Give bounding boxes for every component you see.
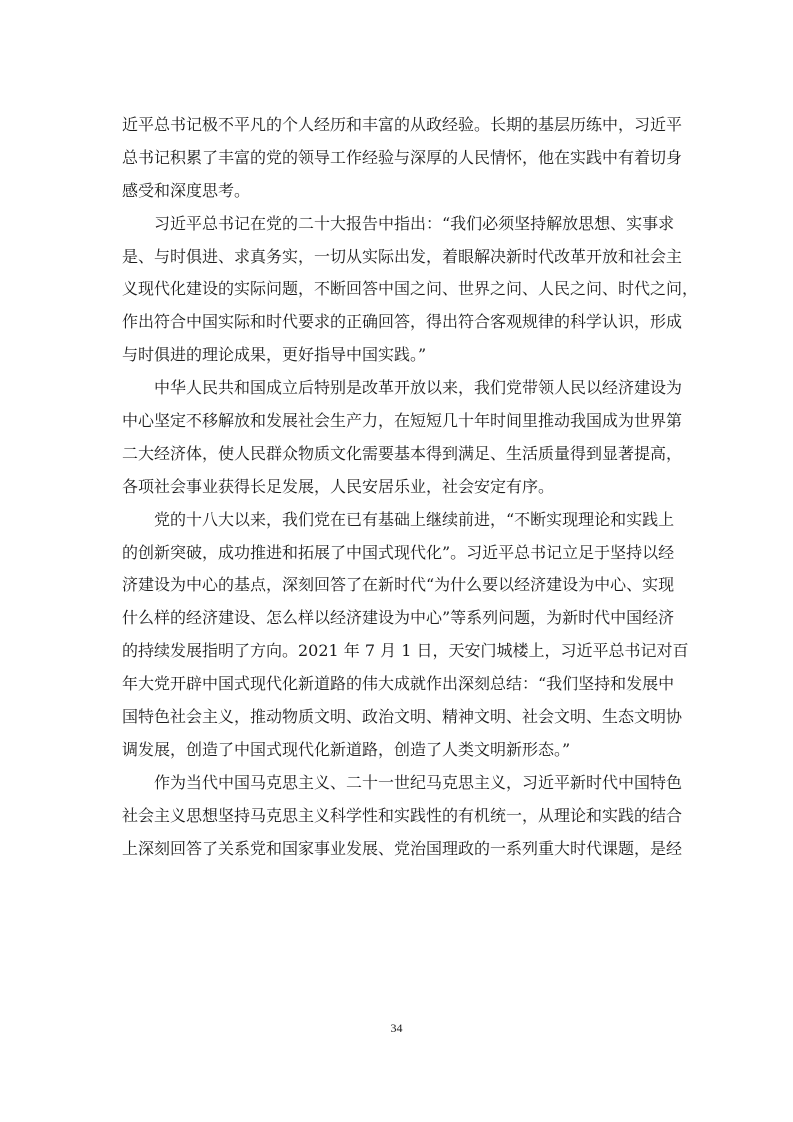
text-line: 习近平总书记在党的二十大报告中指出：“我们必须坚持解放思想、实事求 [154,213,675,233]
body-text [122,109,699,865]
text-line: 是、与时俱进、求真务实，一切从实际出发，着眼解决新时代改革开放和社会主 [122,246,683,266]
text-line: 社会主义思想坚持马克思主义科学性和实践性的有机统一，从理论和实践的结合 [122,805,683,825]
text-line: 中华人民共和国成立后特别是改革开放以来，我们党带领人民以经济建设为 [154,378,683,398]
text-line: 总书记积累了丰富的党的领导工作经验与深厚的人民情怀，他在实践中有着切身 [122,147,683,167]
text-line: 党的十八大以来，我们党在已有基础上继续前进，“不断实现理论和实践上 [154,509,675,529]
text-line: 年大党开辟中国式现代化新道路的伟大成就作出深刻总结：“我们坚持和发展中 [122,674,675,694]
text-line: 各项社会事业获得长足发展，人民安居乐业，社会安定有序。 [122,476,555,496]
text-line: 济建设为中心的基点，深刻回答了在新时代“为什么要以经济建设为中心、实现 [122,575,675,595]
text-line: 中心坚定不移解放和发展社会生产力，在短短几十年时间里推动我国成为世界第 [122,411,683,431]
text-line: 近平总书记极不平凡的个人经历和丰富的从政经验。长期的基层历练中，习近平 [122,115,683,134]
text-line: 什么样的经济建设、怎么样以经济建设为中心”等系列问题，为新时代中国经济 [122,608,675,628]
text-line: 的创新突破，成功推进和拓展了中国式现代化”。习近平总书记立足于坚持以经 [122,542,675,562]
text-line: 与时俱进的理论成果，更好指导中国实践。” [122,345,427,365]
text-line: 作为当代中国马克思主义、二十一世纪马克思主义，习近平新时代中国特色 [154,772,683,792]
page-number: 34 [390,1021,403,1035]
text-line: 国特色社会主义，推动物质文明、政治文明、精神文明、社会文明、生态文明协 [122,707,683,727]
text-line: 调发展，创造了中国式现代化新道路，创造了人类文明新形态。” [122,739,571,759]
text-line: 的持续发展指明了方向。2021 年 7 月 1 日，天安门城楼上，习近平总书记对百 [122,641,689,661]
text-line: 感受和深度思考。 [122,180,251,200]
text-line: 义现代化建设的实际问题，不断回答中国之问、世界之问、人民之问、时代之问， [122,279,699,299]
text-line: 上深刻回答了关系党和国家事业发展、党治国理政的一系列重大时代课题，是经 [122,838,683,858]
text-line: 二大经济体，使人民群众物质文化需要基本得到满足、生活质量得到显著提高， [122,443,683,463]
text-line: 作出符合中国实际和时代要求的正确回答，得出符合客观规律的科学认识，形成 [122,312,683,332]
